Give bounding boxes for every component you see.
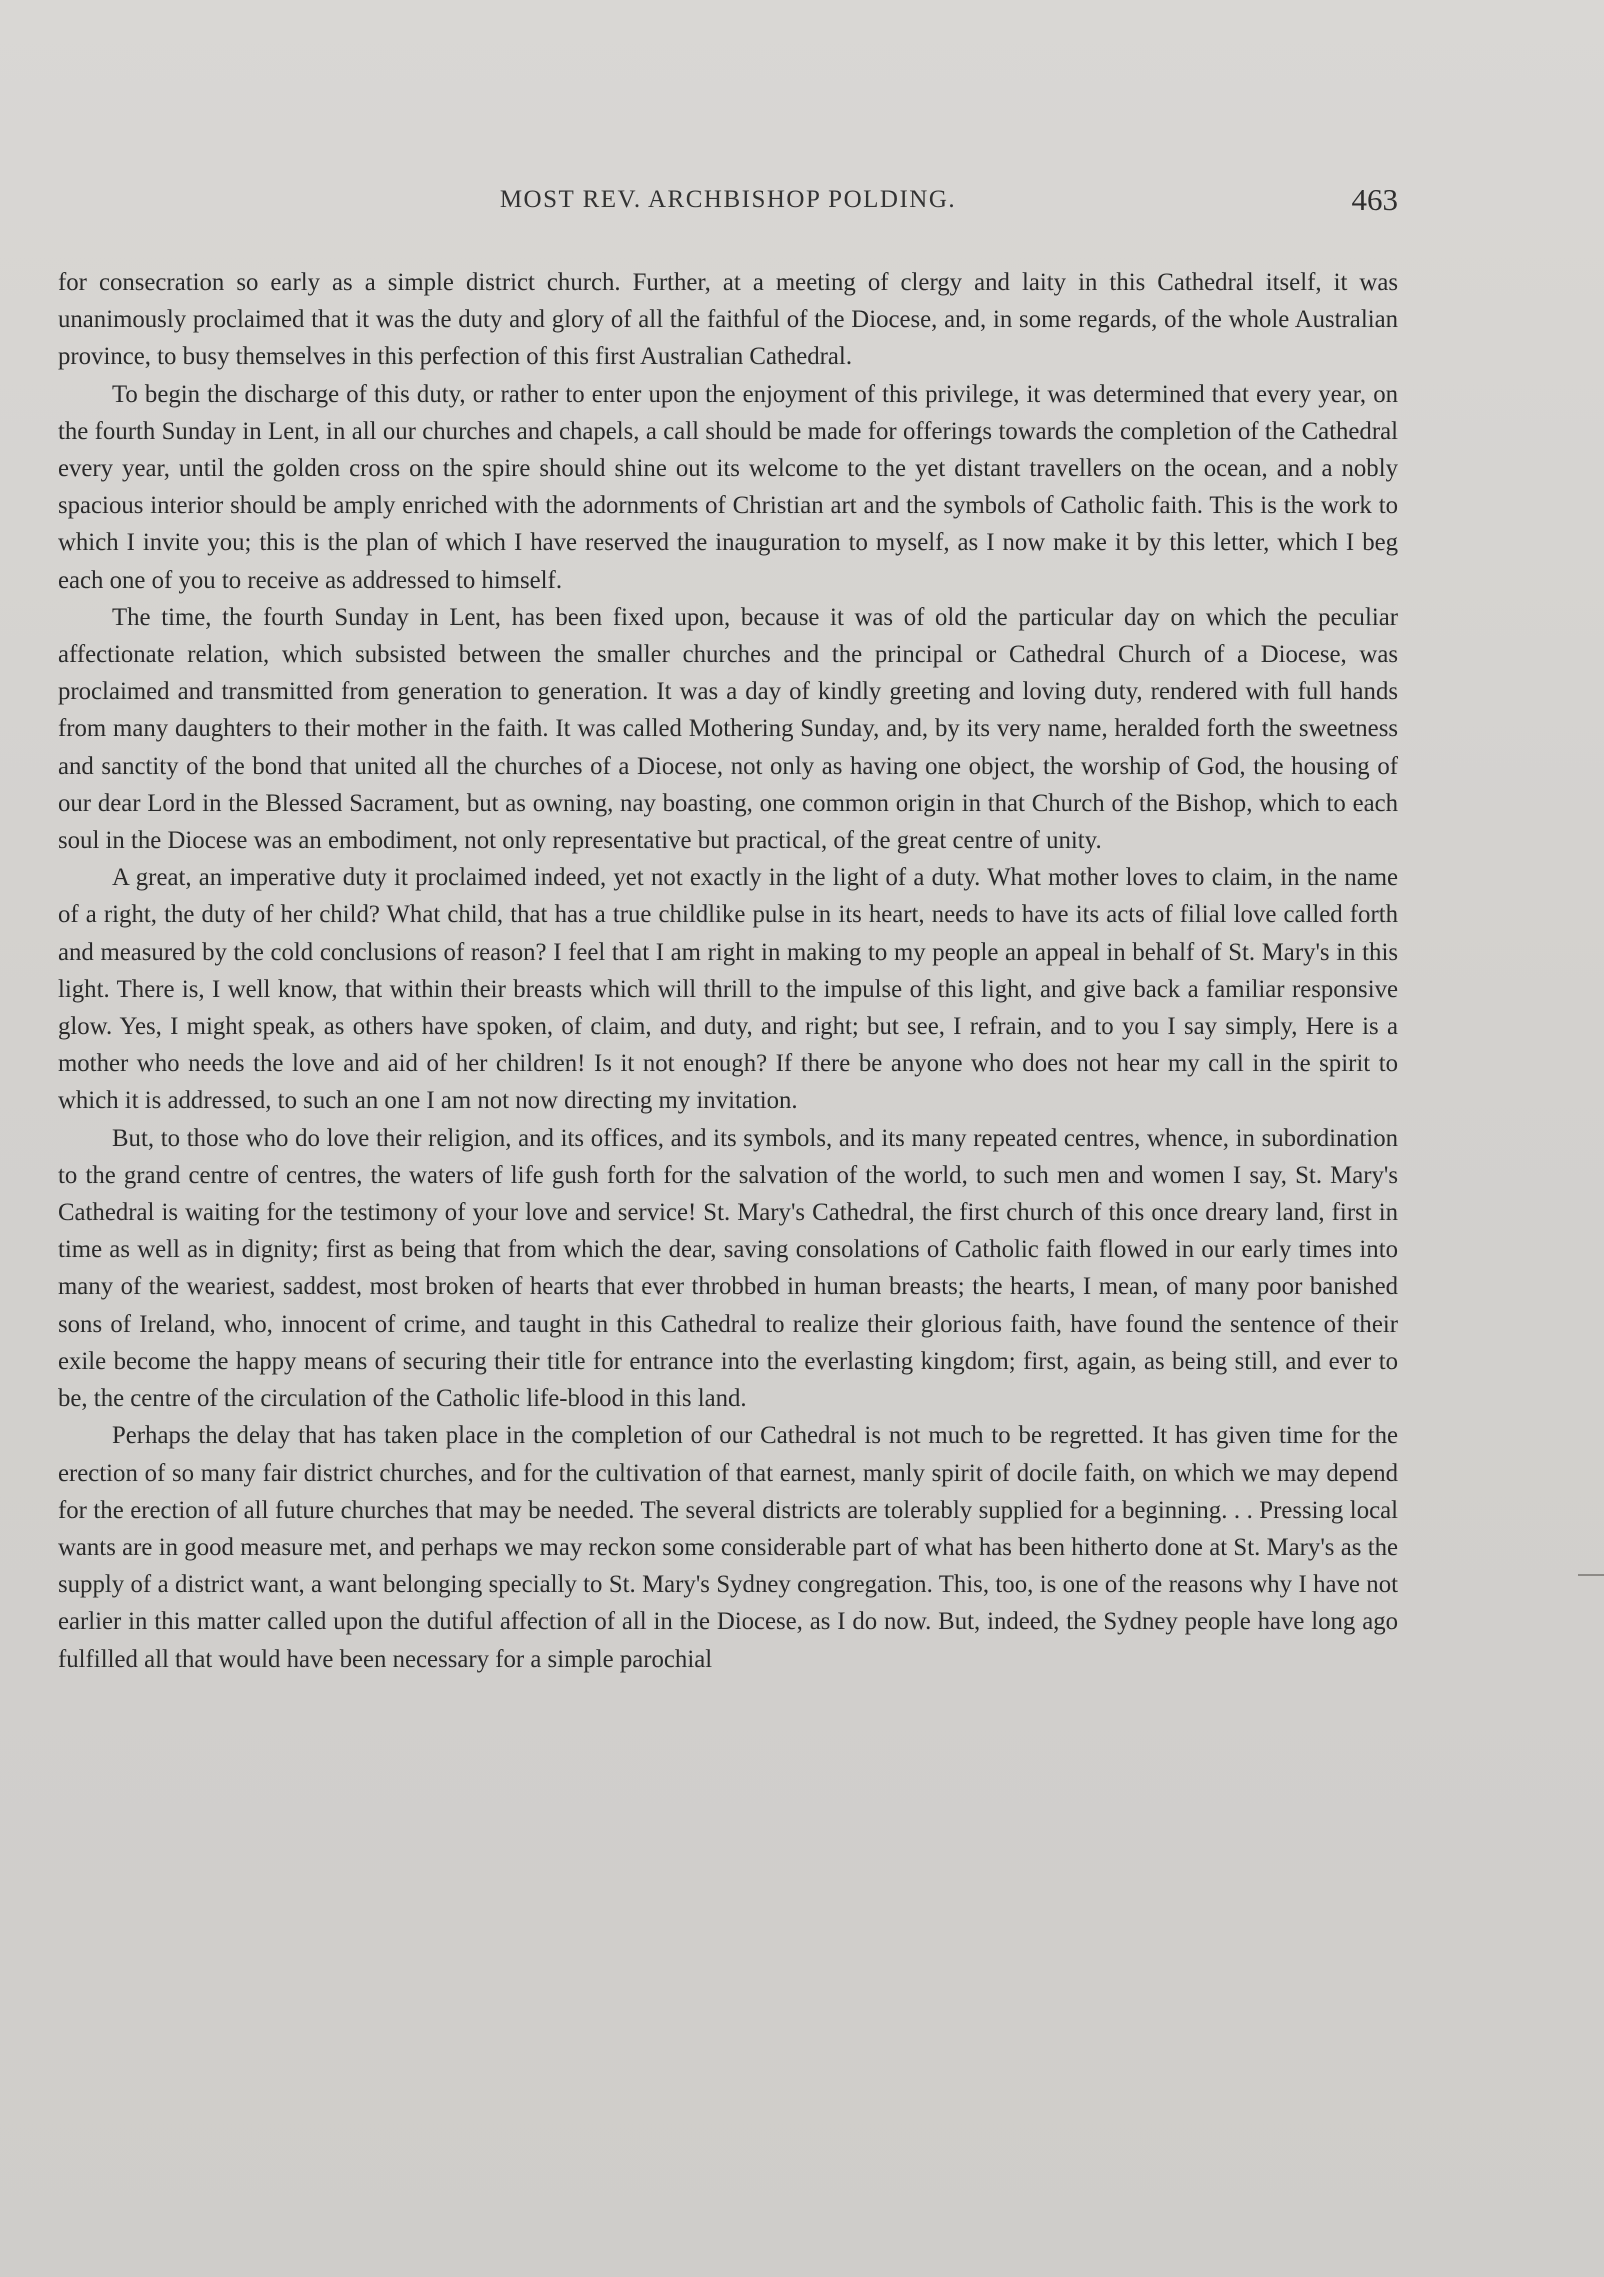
paragraph: To begin the discharge of this duty, or rather to enter upon the enjoyment of this privilege, it was determined that every year, on the fourth Sunday in Lent, in all our churches and chapels, a call should be made for offerings towards the completion of the Cathedral every year, until the golden cross on the spire should shine out its welcome to the yet distant travellers on the ocean, and a nobly spacious interior should be amply enriched with the adornments of Christian art and the symbols of Catholic faith. This is the work to which I invite you; this is the plan of which I have reserved the inauguration to myself, as I now make it by this letter, which I beg each one of you to receive as addressed to himself. xyxy=(58,380,1398,594)
paragraph: The time, the fourth Sunday in Lent, has been fixed upon, because it was of old the particular day on which the peculiar affectionate relation, which subsisted between the smaller churches and the principal or Cathedral Church of a Diocese, was proclaimed and transmitted from generation to generation. It was a day of kindly greeting and loving duty, rendered with full hands from many daughters to their mother in the faith. It was called Mothering Sunday, and, by its very name, heralded forth the sweetness and sanctity of the bond that united all the churches of a Diocese, not only as having one object, the worship of God, the housing of our dear Lord in the Blessed Sacrament, but as owning, nay boasting, one common origin in that Church of the Bishop, which to each soul in the Diocese was an embodiment, not only representative but practical, of the great centre of unity. xyxy=(58,603,1398,855)
running-head xyxy=(58,182,1398,226)
paragraph-continued: for consecration so early as a simple district church. Further, at a meeting of clergy and laity in this Cathedral itself, it was unanimously proclaimed that it was the duty and glory of all the faithful of the Diocese, and, in some regards, of the whole Australian province, to busy themselves in this perfection of this first Australian Cathedral. xyxy=(58,269,1398,371)
paragraph: But, to those who do love their religion, and its offices, and its symbols, and its many repeated centres, whence, in subordination to the grand centre of centres, the waters of life gush forth for the salvation of the world, to such men and women I say, St. Mary's Cathedral is waiting for the testimony of your love and service! St. Mary's Cathedral, the first church of this once dreary land, first in time as well as in dignity; first as being that from which the dear, saving consolations of Catholic faith flowed in our early times into many of the weariest, saddest, most broken of hearts that ever throbbed in human breasts; the hearts, I mean, of many poor banished sons of Ireland, who, innocent of crime, and taught in this Cathedral to realize their glorious faith, have found the sentence of their exile become the happy means of securing their title for entrance into the everlasting kingdom; first, again, as being still, and ever to be, the centre of the circulation of the Catholic life-blood in this land. xyxy=(58,1124,1398,1413)
body-text xyxy=(58,264,1398,1678)
paragraph: A great, an imperative duty it proclaimed indeed, yet not exactly in the light of a duty. What mother loves to claim, in the name of a right, the duty of her child? What child, that has a true childlike pulse in its heart, needs to have its acts of filial love called forth and measured by the cold conclusions of reason? I feel that I am right in making to my people an appeal in behalf of St. Mary's in this light. There is, I well know, that within their breasts which will thrill to the impulse of this light, and give back a familiar responsive glow. Yes, I might speak, as others have spoken, of claim, and duty, and right; but see, I refrain, and to you I say simply, Here is a mother who needs the love and aid of her children! Is it not enough? If there be anyone who does not hear my call in the spirit to which it is addressed, to such an one I am not now directing my invitation. xyxy=(58,864,1398,1115)
paragraph: Perhaps the delay that has taken place in the completion of our Cathedral is not much to be regretted. It has given time for the erection of so many fair district churches, and for the cultivation of that earnest, manly spirit of docile faith, on which we may depend for the erection of all future churches that may be needed. The several districts are tolerably supplied for a beginning. . . Pressing local wants are in good measure met, and perhaps we may reckon some considerable part of what has been hitherto done at St. Mary's as the supply of a district want, a want belonging specially to St. Mary's Sydney congregation. This, too, is one of the reasons why I have not earlier in this matter called upon the dutiful affection of all in the Diocese, as I do now. But, indeed, the Sydney people have long ago fulfilled all that would have been necessary for a simple parochial xyxy=(58,1422,1398,1673)
margin-mark xyxy=(1578,1574,1604,1576)
page-number: 463 xyxy=(1351,182,1398,217)
running-title: MOST REV. ARCHBISHOP POLDING. xyxy=(499,186,957,213)
